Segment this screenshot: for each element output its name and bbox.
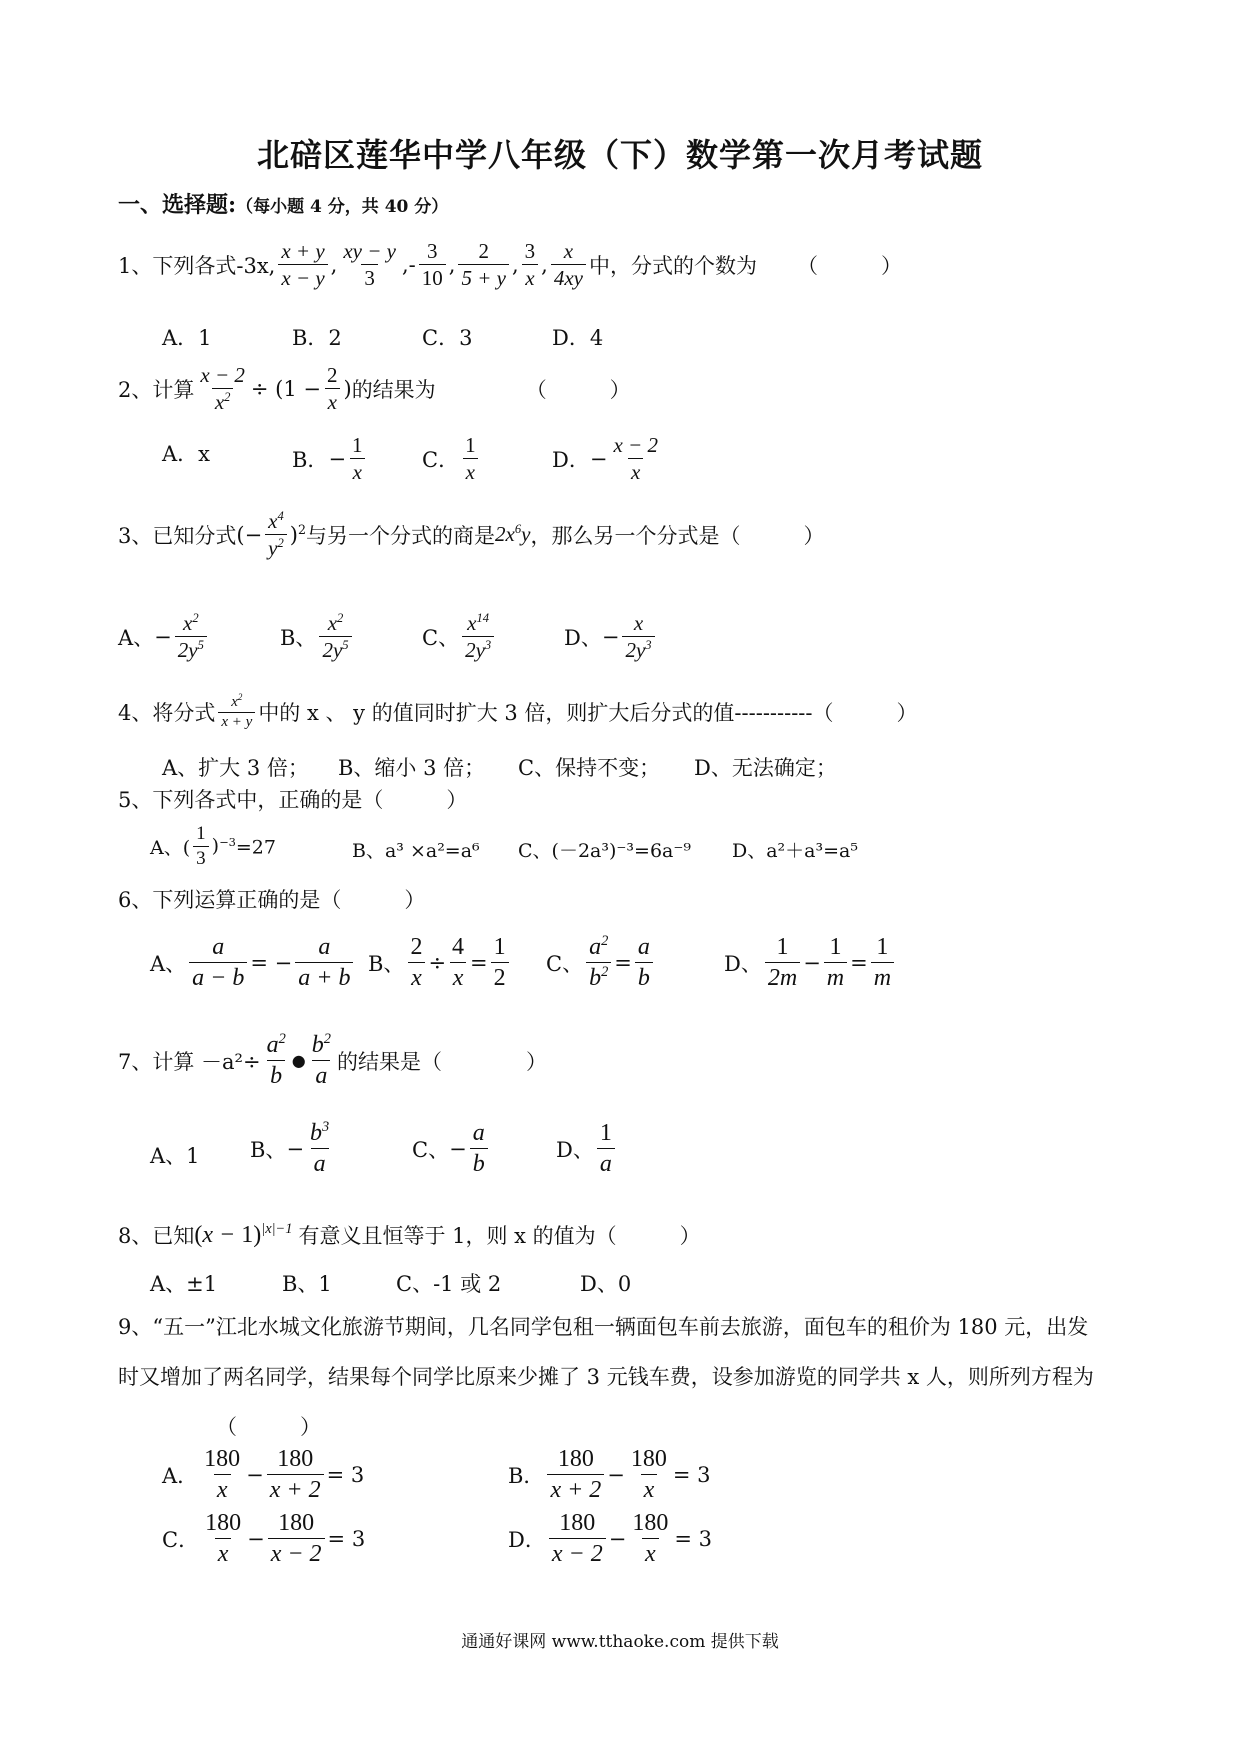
question-7: 7、计算 －a²÷ $\frac{a^2}{b}$ ● $\frac{b^2}{a}$ 的结果是（ ） — [118, 1031, 547, 1089]
q3-mid: 与另一个分式的商是 — [306, 523, 496, 548]
q7-tail: 的结果是（ ） — [336, 1049, 547, 1074]
fraction: $\frac{x}{4xy}$ — [551, 238, 586, 292]
option-b-label: B． — [292, 447, 329, 472]
fraction: $\frac{a}{a + b}$ — [295, 932, 353, 993]
question-3: 3、已知分式 (− $\frac{x^4}{y^2}$ )$^2$ 与另一个分式的商是 $2x^6y$ ，那么另一个分式是（ ） — [118, 509, 825, 561]
fraction: $\frac{180}{x + 2}$ — [267, 1444, 324, 1505]
option-c — [422, 432, 482, 486]
option-c-label: C、 — [412, 1137, 450, 1162]
fraction: $\frac{a^2}{b^2}$ — [586, 932, 611, 993]
section-heading — [118, 188, 448, 219]
option-a: A、1 — [150, 1144, 200, 1168]
option-a-label: A． — [162, 1463, 199, 1488]
option-c-label: C、 — [546, 951, 584, 976]
option-d-label: D、 — [556, 1137, 594, 1162]
fraction: $\frac{x}{2y^3}$ — [622, 610, 654, 664]
option-a-label: A、 — [150, 951, 187, 976]
q8-stem: 8、已知 — [118, 1224, 195, 1248]
option-c: C、 $\frac{a^2}{b^2}$ = $\frac{a}{b}$ — [546, 932, 656, 993]
fraction: $\frac{1}{x}$ — [349, 432, 366, 486]
q4-stem: 4、将分式 — [118, 700, 216, 725]
q3-stem: 3、已知分式 — [118, 523, 237, 548]
option-c: C、(－2a³)⁻³=6a⁻⁹ — [518, 840, 692, 862]
option-b: B、缩小 3 倍； — [338, 756, 486, 780]
fraction: $\frac{1}{2m}$ — [765, 932, 800, 993]
option-a-label: A、( — [150, 836, 191, 859]
fraction: $\frac{180}{x + 2}$ — [547, 1444, 604, 1505]
answer-bracket: （ ） — [525, 377, 631, 402]
fraction: $\frac{x^2}{2y^5}$ — [175, 610, 207, 664]
fraction: $\frac{x^2}{x + y}$ — [218, 692, 255, 732]
fraction: $\frac{180}{x}$ — [632, 1510, 669, 1567]
option-c-label: C． — [162, 1527, 200, 1552]
option-d-label: D、 — [564, 625, 602, 650]
fraction: $\frac{1}{2}$ — [491, 932, 509, 993]
answer-bracket: （ ） — [216, 1415, 321, 1439]
fraction: $\frac{180}{x - 2}$ — [549, 1508, 606, 1569]
fraction: $\frac{1}{x}$ — [462, 432, 479, 486]
q1-stem: 1、下列各式-3x, — [118, 253, 276, 278]
fraction: $\frac{180}{x - 2}$ — [268, 1508, 325, 1569]
option-d — [556, 1118, 618, 1179]
option-d: D、无法确定； — [694, 756, 837, 780]
option-d: D、0 — [580, 1272, 632, 1296]
question-9 — [118, 1302, 1128, 1452]
fraction: $\frac{x^2}{2y^5}$ — [319, 610, 351, 664]
question-2: 2、计算 $\frac{x - 2}{x^2}$ ÷ (1 − $\frac{2}{x}$ ) 的结果为 （ ） — [118, 363, 631, 415]
fraction: $\frac{1}{3}$ — [193, 822, 209, 871]
q1-tail: 中，分式的个数为 — [588, 253, 757, 278]
option-d: D、a²＋a³=a⁵ — [732, 840, 858, 862]
option-d-label: D． — [508, 1527, 546, 1552]
option-b: B． $\frac{180}{x + 2}$ − $\frac{180}{x}$ = 3 — [508, 1446, 711, 1503]
fraction: $\frac{1}{m}$ — [871, 932, 894, 993]
option-c: C、保持不变； — [518, 756, 661, 780]
option-d-label: D、 — [724, 951, 762, 976]
option-b: B、a³ ×a²=a⁶ — [352, 840, 480, 862]
option-b: B．2 — [292, 326, 342, 350]
q9-line-1: 9、“五一”江北水城文化旅游节期间，几名同学包租一辆面包车前去旅游，面包车的租价为 180 元，出发 — [118, 1315, 1089, 1339]
option-a: A、 $\frac{a}{a - b}$ = − $\frac{a}{a + b}$ — [150, 932, 356, 993]
footer-credit: 通通好课网 www.tthaoke.com 提供下载 — [461, 1632, 779, 1652]
option-b-label: B、 — [250, 1137, 287, 1162]
q9-line-2: 时又增加了两名同学，结果每个同学比原来少摊了 3 元钱车费，设参加游览的同学共 x 人，则所列方程为 — [118, 1365, 1094, 1389]
q4-tail: 中的 x 、 y 的值同时扩大 3 倍，则扩大后分式的值-----------（ ） — [258, 700, 918, 725]
section-note: （每小题 4 分，共 40 分） — [236, 197, 449, 217]
q2-tail: 的结果为 — [351, 377, 436, 402]
fraction: $\frac{a^2}{b}$ — [266, 1031, 286, 1089]
option-b — [280, 610, 355, 664]
fraction: $\frac{2}{5 + y}$ — [458, 238, 509, 292]
option-c — [422, 610, 497, 664]
q3-tail: ，那么另一个分式是（ ） — [530, 523, 825, 548]
fraction: $\frac{x - 2}{x}$ — [613, 433, 658, 485]
fraction: $\frac{180}{x}$ — [205, 1510, 242, 1567]
page-title: 北碚区莲华中学八年级（下）数学第一次月考试题 — [256, 136, 983, 174]
option-c: C．3 — [422, 326, 473, 350]
option-a: A．1 — [162, 326, 212, 350]
fraction: $\frac{3}{x}$ — [522, 238, 539, 292]
option-d: D． $\frac{180}{x - 2}$ − $\frac{180}{x}$ = 3 — [508, 1510, 712, 1567]
fraction: $\frac{x^4}{y^2}$ — [265, 508, 287, 562]
option-b-label: B． — [508, 1463, 545, 1488]
q7-stem: 7、计算 －a²÷ — [118, 1049, 261, 1074]
fraction: $\frac{xy - y}{3}$ — [343, 239, 396, 291]
option-c: C、 − $\frac{a}{b}$ — [412, 1118, 491, 1179]
fraction: $\frac{180}{x}$ — [204, 1446, 241, 1503]
option-a: A、 − $\frac{x^2}{2y^5}$ — [118, 610, 210, 664]
fraction: $\frac{b^3}{a}$ — [310, 1119, 330, 1177]
option-d-label: D． — [552, 447, 590, 472]
option-a-label: A、 — [118, 625, 155, 650]
fraction: $\frac{1}{a}$ — [597, 1118, 615, 1179]
option-a-close: ) — [211, 835, 220, 858]
section-title: 一、选择题: — [118, 192, 237, 218]
question-6: 6、下列运算正确的是（ ） — [118, 888, 426, 912]
question-1: 1、下列各式-3x, $\frac{x + y}{x - y}$ , $\frac{xy - y}{3}$ ,- $\frac{3}{10}$ , $\frac{2}{5 + y}$ , $\frac{3}{x}$ , $\frac{x}{4xy}$ 中，分式的个数为 （ ） — [118, 239, 902, 291]
option-a: A、±1 — [150, 1272, 218, 1296]
fraction: $\frac{a}{a - b}$ — [189, 932, 247, 993]
fraction: $\frac{a}{b}$ — [635, 932, 653, 993]
fraction: $\frac{x - 2}{x^2}$ — [200, 363, 245, 415]
question-5: 5、下列各式中，正确的是（ ） — [118, 788, 468, 812]
question-4 — [118, 692, 917, 732]
option-d: D、 $\frac{1}{2m}$ − $\frac{1}{m}$ = $\frac{1}{m}$ — [724, 932, 897, 993]
option-a: A． $\frac{180}{x}$ − $\frac{180}{x + 2}$ = 3 — [162, 1446, 365, 1503]
q2-stem: 2、计算 — [118, 377, 195, 402]
question-8: 8、已知 $(x - 1)^{|x|-1}$ 有意义且恒等于 1，则 x 的值为（ ） — [118, 1221, 701, 1248]
fraction: $\frac{3}{10}$ — [419, 238, 446, 292]
option-c: C． $\frac{180}{x}$ − $\frac{180}{x - 2}$ = 3 — [162, 1510, 366, 1567]
option-c-label: C． — [422, 447, 460, 472]
option-d: D．4 — [552, 326, 604, 350]
option-c-label: C、 — [422, 625, 460, 650]
option-b: B、 − $\frac{b^3}{a}$ — [250, 1118, 335, 1179]
fraction: $\frac{2}{x}$ — [407, 932, 425, 993]
fraction: $\frac{x + y}{x - y}$ — [278, 238, 327, 292]
fraction: $\frac{2}{x}$ — [324, 362, 341, 416]
option-d: D、 − $\frac{x}{2y^3}$ — [564, 610, 658, 664]
q8-tail: 有意义且恒等于 1，则 x 的值为（ ） — [298, 1224, 701, 1248]
fraction: $\frac{1}{m}$ — [824, 932, 847, 993]
option-d: D． − $\frac{x - 2}{x}$ — [552, 432, 664, 486]
option-a: A、扩大 3 倍； — [162, 756, 309, 780]
fraction: $\frac{x^{14}}{2y^3}$ — [462, 610, 494, 664]
fraction: $\frac{b^2}{a}$ — [311, 1031, 331, 1089]
option-b: B、 $\frac{2}{x}$ ÷ $\frac{4}{x}$ = $\frac{1}{2}$ — [368, 932, 512, 993]
answer-bracket: （ ） — [796, 253, 902, 278]
option-b: B、1 — [282, 1272, 332, 1296]
fraction: $\frac{a}{b}$ — [470, 1118, 488, 1179]
fraction: $\frac{4}{x}$ — [449, 932, 467, 993]
option-c: C、-1 或 2 — [396, 1272, 502, 1296]
option-a: A．x — [162, 442, 211, 466]
option-b-label: B、 — [368, 951, 405, 976]
option-b: B． − $\frac{1}{x}$ — [292, 432, 369, 486]
option-a: A、( $\frac{1}{3}$ ) $^{-3}$=27 — [150, 823, 276, 869]
option-b-label: B、 — [280, 625, 317, 650]
fraction: $\frac{180}{x}$ — [630, 1446, 667, 1503]
